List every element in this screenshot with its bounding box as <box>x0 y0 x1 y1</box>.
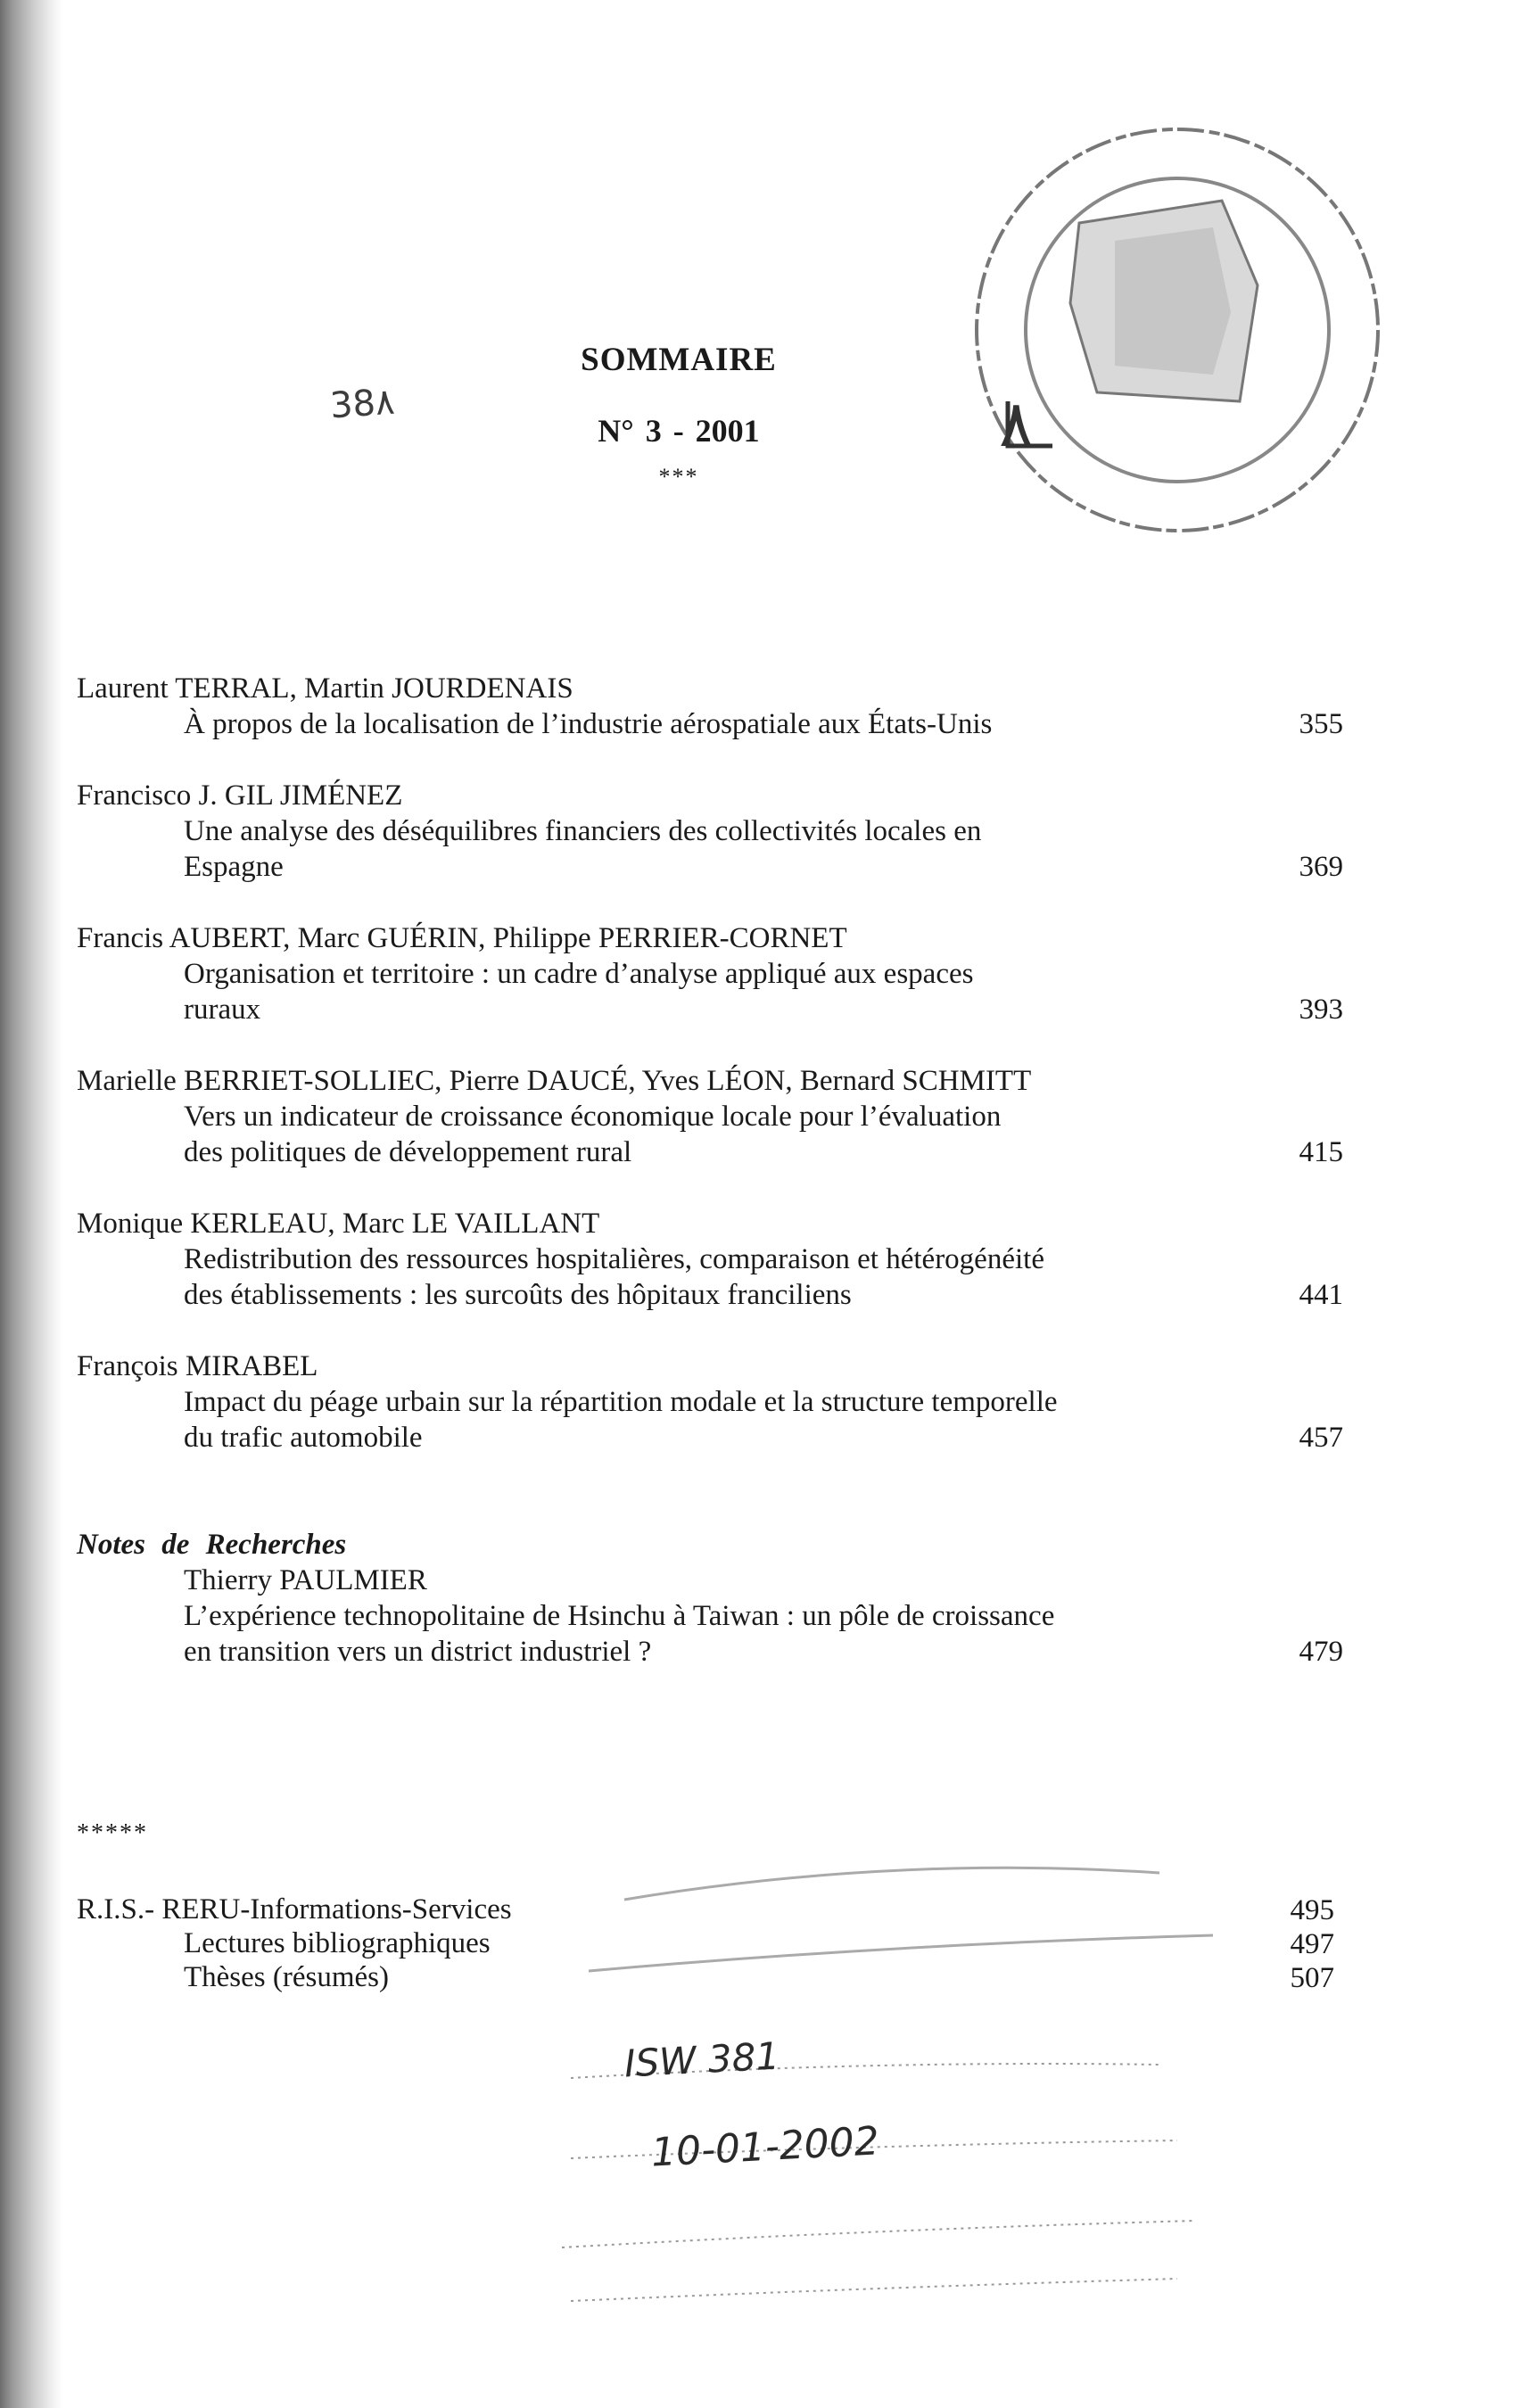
toc-entry <box>77 1206 1343 1313</box>
entry-title-line: Organisation et territoire : un cadre d’analyse appliqué aux espaces <box>184 958 974 990</box>
entry-title-line: des politiques de développement rural <box>184 1136 632 1168</box>
toc-entry <box>77 920 1343 1027</box>
entry-authors: Laurent TERRAL, Martin JOURDENAIS <box>77 672 573 705</box>
entry-page: 369 <box>1299 851 1343 883</box>
section-separator: ***** <box>77 1819 148 1847</box>
registration-date: 10-01-2002 <box>649 2118 880 2176</box>
entry-authors: Marielle BERRIET-SOLLIEC, Pierre DAUCÉ, Yves LÉON, Bernard SCHMITT <box>77 1065 1032 1097</box>
entry-title-line: L’expérience technopolitaine de Hsinchu à Taiwan : un pôle de croissance <box>184 1600 1055 1632</box>
toc-entry <box>77 1063 1343 1170</box>
entry-authors: Thierry PAULMIER <box>184 1564 427 1596</box>
stamp-mark: ٨ <box>999 386 1034 461</box>
ris-item-page: 497 <box>1290 1928 1334 1960</box>
entry-title-line: Impact du péage urbain sur la répartition modale et la structure temporelle <box>184 1386 1058 1418</box>
entry-title-line: du trafic automobile <box>184 1422 423 1454</box>
handwritten-note: 38٨ <box>328 381 396 427</box>
entry-page: 441 <box>1299 1279 1343 1311</box>
ris-prefix: R.I.S.- <box>77 1893 155 1926</box>
ris-item-label: Thèses (résumés) <box>184 1961 390 1993</box>
entry-title-line: ruraux <box>184 994 261 1026</box>
registration-stamp <box>517 1837 1320 2354</box>
page-title: SOMMAIRE <box>581 342 777 378</box>
notes-section <box>77 1527 1343 1670</box>
ris-item-page: 495 <box>1290 1894 1334 1926</box>
entry-title-line: Espagne <box>184 851 284 883</box>
entry-page: 415 <box>1299 1136 1343 1168</box>
entry-title-line: des établissements : les surcoûts des hôpitaux franciliens <box>184 1279 852 1311</box>
ris-item-label: RERU-Informations-Services <box>161 1893 512 1926</box>
entry-page: 479 <box>1299 1636 1343 1668</box>
toc-entry <box>77 671 1343 742</box>
entry-title-line: Redistribution des ressources hospitalières, comparaison et hétérogénéité <box>184 1243 1044 1275</box>
entry-authors: François MIRABEL <box>77 1350 318 1382</box>
ris-item-label: Lectures bibliographiques <box>184 1927 491 1959</box>
entry-authors: Monique KERLEAU, Marc LE VAILLANT <box>77 1208 600 1240</box>
toc-entry <box>77 778 1343 885</box>
ris-item-page: 507 <box>1290 1962 1334 1994</box>
entry-authors: Francisco J. GIL JIMÉNEZ <box>77 779 403 812</box>
registration-number: ISW 381 <box>623 2033 781 2086</box>
entry-authors: Francis AUBERT, Marc GUÉRIN, Philippe PERRIER-CORNET <box>77 922 847 954</box>
entry-title-line: À propos de la localisation de l’industrie aérospatiale aux États-Unis <box>184 708 993 740</box>
entry-title-line: en transition vers un district industriel ? <box>184 1636 652 1668</box>
entry-title-line: Une analyse des déséquilibres financiers des collectivités locales en <box>184 815 982 847</box>
entry-page: 457 <box>1299 1422 1343 1454</box>
entry-page: 355 <box>1299 708 1343 740</box>
section-label: Notes de Recherches <box>77 1529 347 1561</box>
toc-entry <box>77 1348 1343 1456</box>
library-stamp <box>945 107 1391 571</box>
entry-title-line: Vers un indicateur de croissance économique locale pour l’évaluation <box>184 1101 1002 1133</box>
entry-page: 393 <box>1299 994 1343 1026</box>
header-separator: *** <box>658 464 699 490</box>
issue-number: N° 3 - 2001 <box>598 413 760 449</box>
